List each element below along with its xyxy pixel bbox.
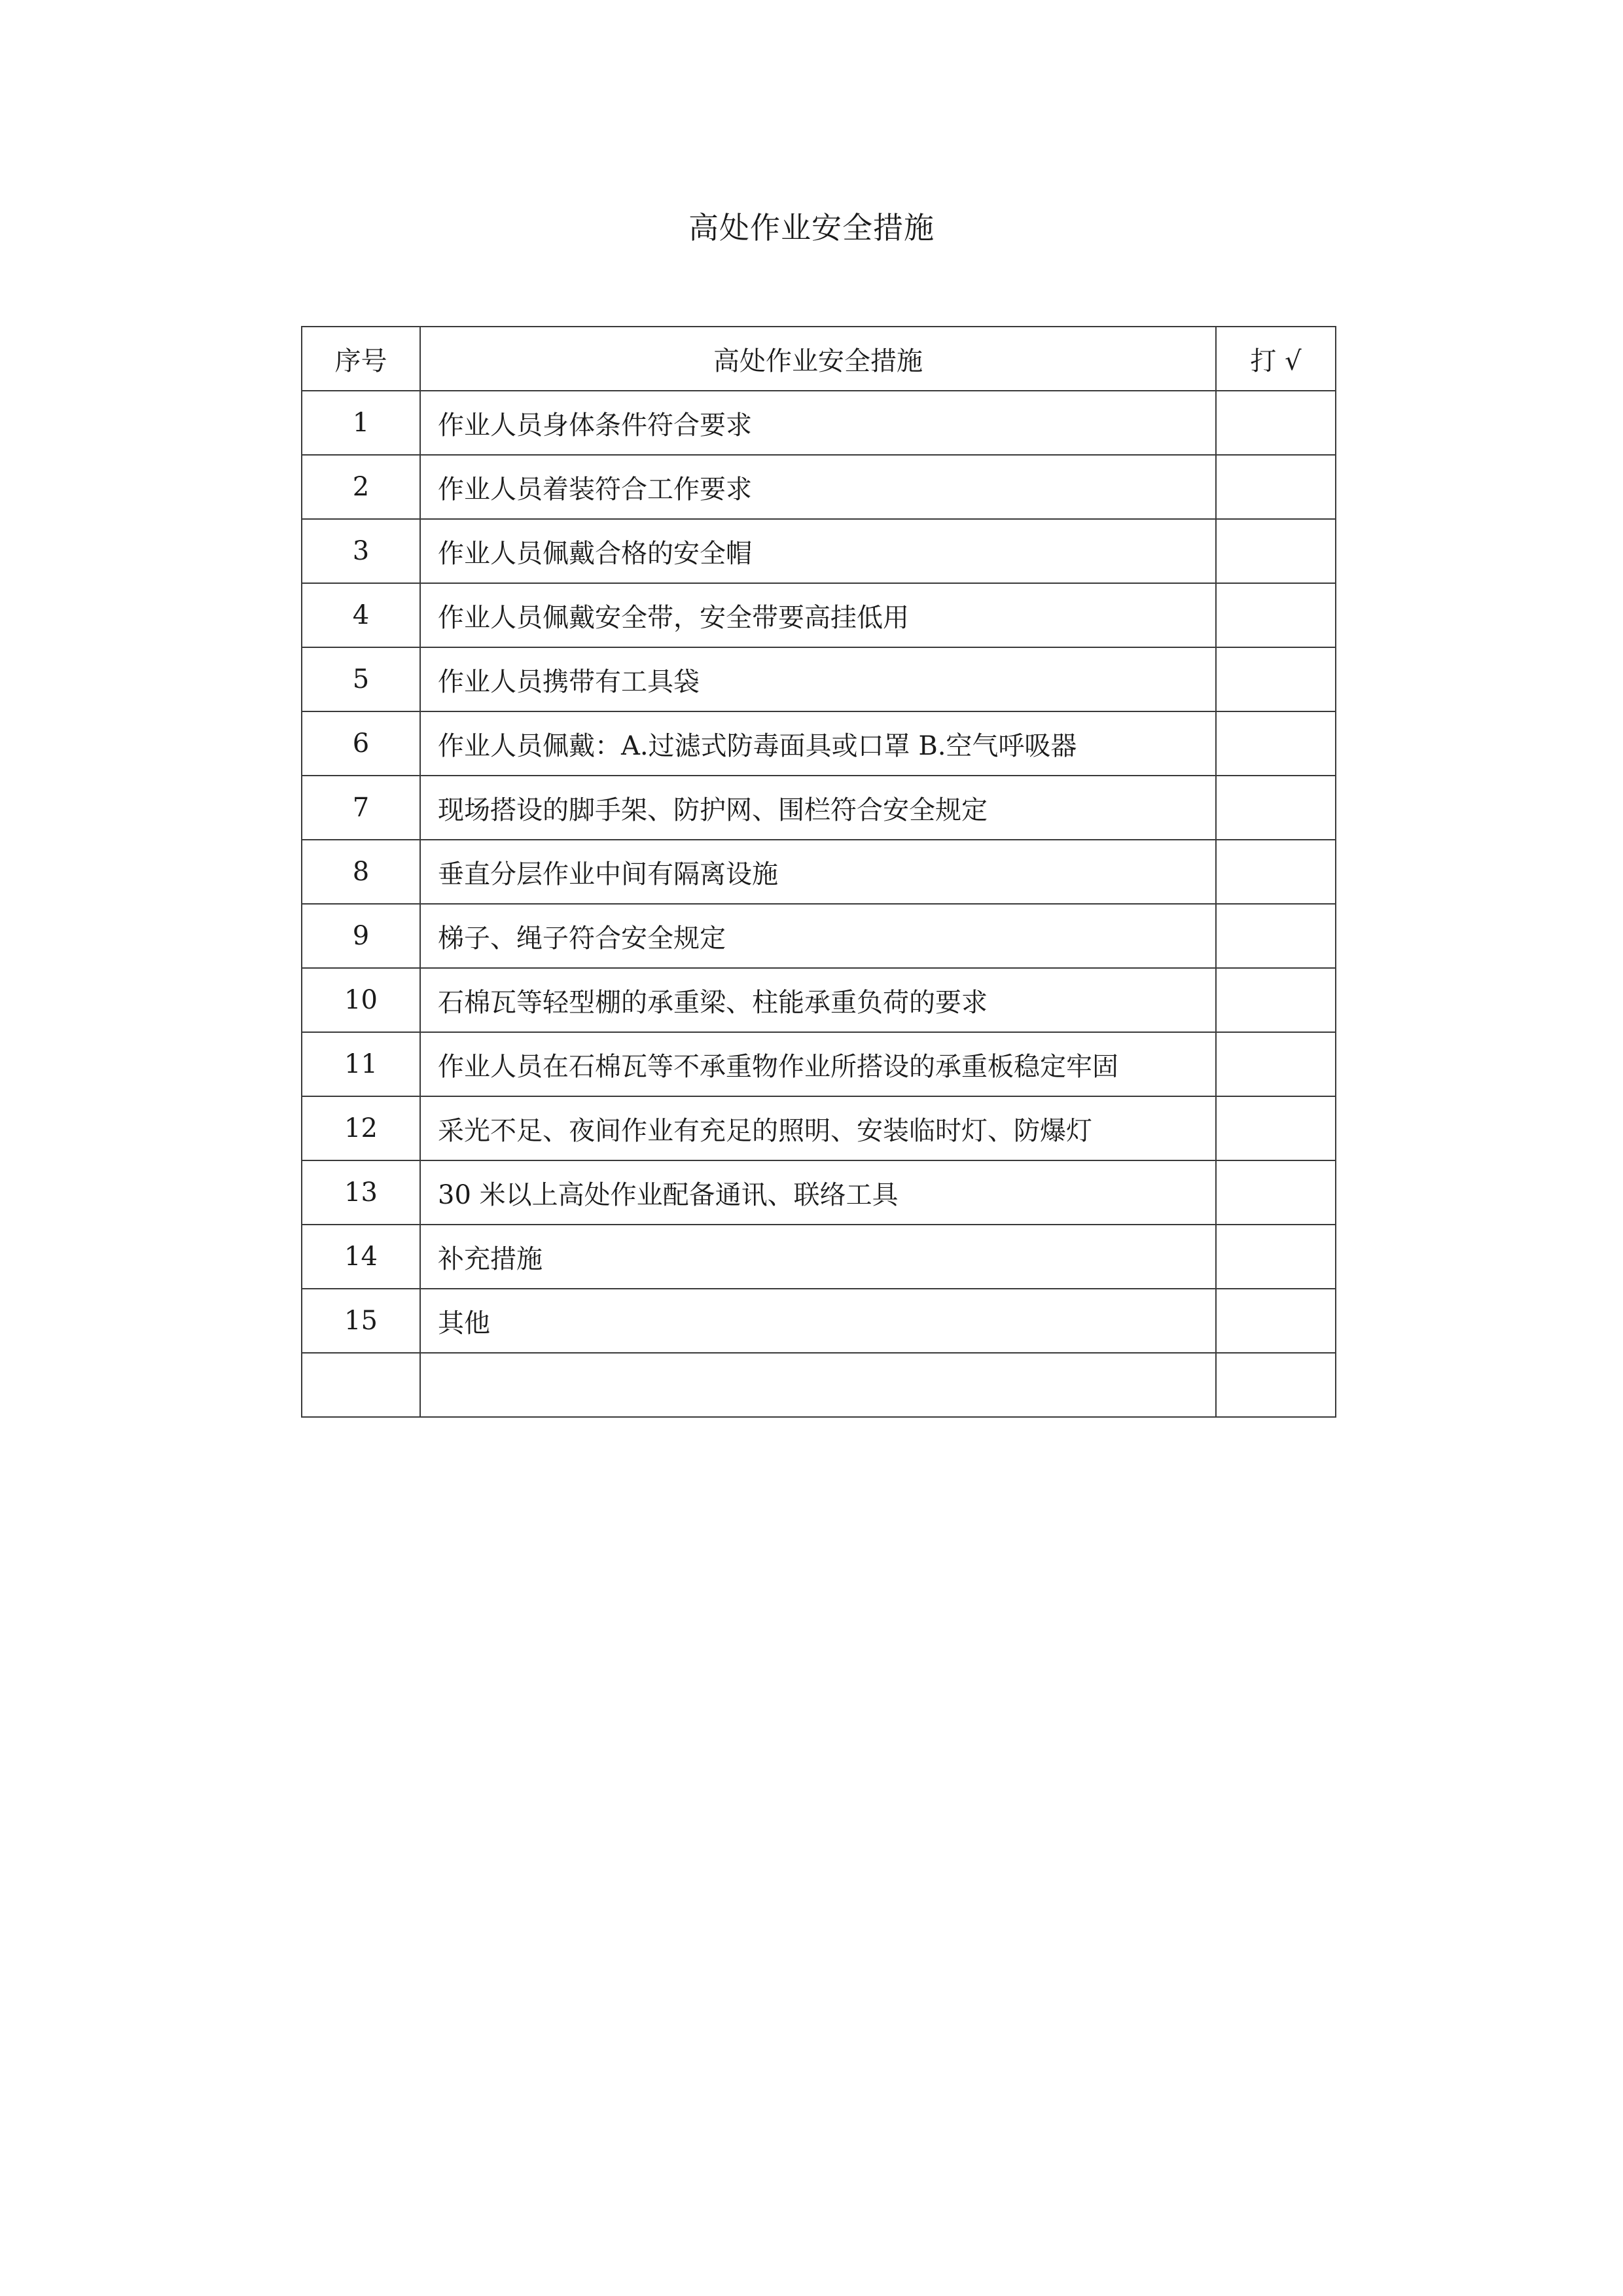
table-row bbox=[302, 1225, 1336, 1289]
row-check-cell[interactable] bbox=[1216, 904, 1336, 968]
row-serial-number: 5 bbox=[302, 647, 420, 711]
table-row bbox=[302, 1353, 1336, 1417]
row-safety-measure: 作业人员携带有工具袋 bbox=[420, 647, 1216, 711]
row-safety-measure: 采光不足、夜间作业有充足的照明、安装临时灯、防爆灯 bbox=[420, 1096, 1216, 1160]
row-safety-measure: 梯子、绳子符合安全规定 bbox=[420, 904, 1216, 968]
row-check-cell[interactable] bbox=[1216, 583, 1336, 647]
table-row bbox=[302, 776, 1336, 840]
row-check-cell[interactable] bbox=[1216, 455, 1336, 519]
table-row bbox=[302, 968, 1336, 1032]
row-serial-number: 1 bbox=[302, 391, 420, 455]
row-safety-measure: 30 米以上高处作业配备通讯、联络工具 bbox=[420, 1160, 1216, 1225]
table-row bbox=[302, 711, 1336, 776]
row-serial-number: 8 bbox=[302, 840, 420, 904]
table-row bbox=[302, 904, 1336, 968]
table-row bbox=[302, 1160, 1336, 1225]
row-check-cell[interactable] bbox=[1216, 391, 1336, 455]
row-safety-measure: 作业人员佩戴安全带，安全带要高挂低用 bbox=[420, 583, 1216, 647]
row-serial-number: 12 bbox=[302, 1096, 420, 1160]
row-check-cell[interactable] bbox=[1216, 968, 1336, 1032]
row-safety-measure: 作业人员在石棉瓦等不承重物作业所搭设的承重板稳定牢固 bbox=[420, 1032, 1216, 1096]
row-serial-number: 2 bbox=[302, 455, 420, 519]
row-check-cell[interactable] bbox=[1216, 1032, 1336, 1096]
row-serial-number: 9 bbox=[302, 904, 420, 968]
row-serial-number: 4 bbox=[302, 583, 420, 647]
row-check-cell[interactable] bbox=[1216, 776, 1336, 840]
header-safety-measure: 高处作业安全措施 bbox=[420, 327, 1216, 391]
table-row bbox=[302, 583, 1336, 647]
row-serial-number: 15 bbox=[302, 1289, 420, 1353]
table-row bbox=[302, 1289, 1336, 1353]
row-safety-measure: 补充措施 bbox=[420, 1225, 1216, 1289]
table-body bbox=[302, 391, 1336, 1417]
row-check-cell[interactable] bbox=[1216, 1160, 1336, 1225]
row-check-cell[interactable] bbox=[1216, 519, 1336, 583]
table-row bbox=[302, 840, 1336, 904]
page-title: 高处作业安全措施 bbox=[688, 210, 935, 245]
row-check-cell[interactable] bbox=[1216, 1225, 1336, 1289]
row-check-cell[interactable] bbox=[1216, 711, 1336, 776]
row-safety-measure: 其他 bbox=[420, 1289, 1216, 1353]
table-row bbox=[302, 519, 1336, 583]
table-row bbox=[302, 455, 1336, 519]
row-serial-number: 6 bbox=[302, 711, 420, 776]
row-serial-number bbox=[302, 1353, 420, 1417]
row-safety-measure bbox=[420, 1353, 1216, 1417]
table-header-row bbox=[302, 327, 1336, 391]
table-row bbox=[302, 1096, 1336, 1160]
row-safety-measure: 作业人员佩戴合格的安全帽 bbox=[420, 519, 1216, 583]
row-check-cell[interactable] bbox=[1216, 1289, 1336, 1353]
header-checkmark: 打 √ bbox=[1216, 327, 1336, 391]
table-row bbox=[302, 391, 1336, 455]
row-serial-number: 11 bbox=[302, 1032, 420, 1096]
row-check-cell[interactable] bbox=[1216, 1096, 1336, 1160]
header-serial-number: 序号 bbox=[302, 327, 420, 391]
table-row bbox=[302, 1032, 1336, 1096]
row-serial-number: 7 bbox=[302, 776, 420, 840]
row-serial-number: 14 bbox=[302, 1225, 420, 1289]
row-check-cell[interactable] bbox=[1216, 1353, 1336, 1417]
row-check-cell[interactable] bbox=[1216, 647, 1336, 711]
row-serial-number: 3 bbox=[302, 519, 420, 583]
row-safety-measure: 石棉瓦等轻型棚的承重梁、柱能承重负荷的要求 bbox=[420, 968, 1216, 1032]
row-safety-measure: 垂直分层作业中间有隔离设施 bbox=[420, 840, 1216, 904]
row-safety-measure: 作业人员佩戴：A.过滤式防毒面具或口罩 B.空气呼吸器 bbox=[420, 711, 1216, 776]
row-serial-number: 13 bbox=[302, 1160, 420, 1225]
row-safety-measure: 作业人员着装符合工作要求 bbox=[420, 455, 1216, 519]
row-safety-measure: 现场搭设的脚手架、防护网、围栏符合安全规定 bbox=[420, 776, 1216, 840]
row-serial-number: 10 bbox=[302, 968, 420, 1032]
row-safety-measure: 作业人员身体条件符合要求 bbox=[420, 391, 1216, 455]
table-row bbox=[302, 647, 1336, 711]
row-check-cell[interactable] bbox=[1216, 840, 1336, 904]
safety-measures-table bbox=[301, 326, 1336, 1418]
